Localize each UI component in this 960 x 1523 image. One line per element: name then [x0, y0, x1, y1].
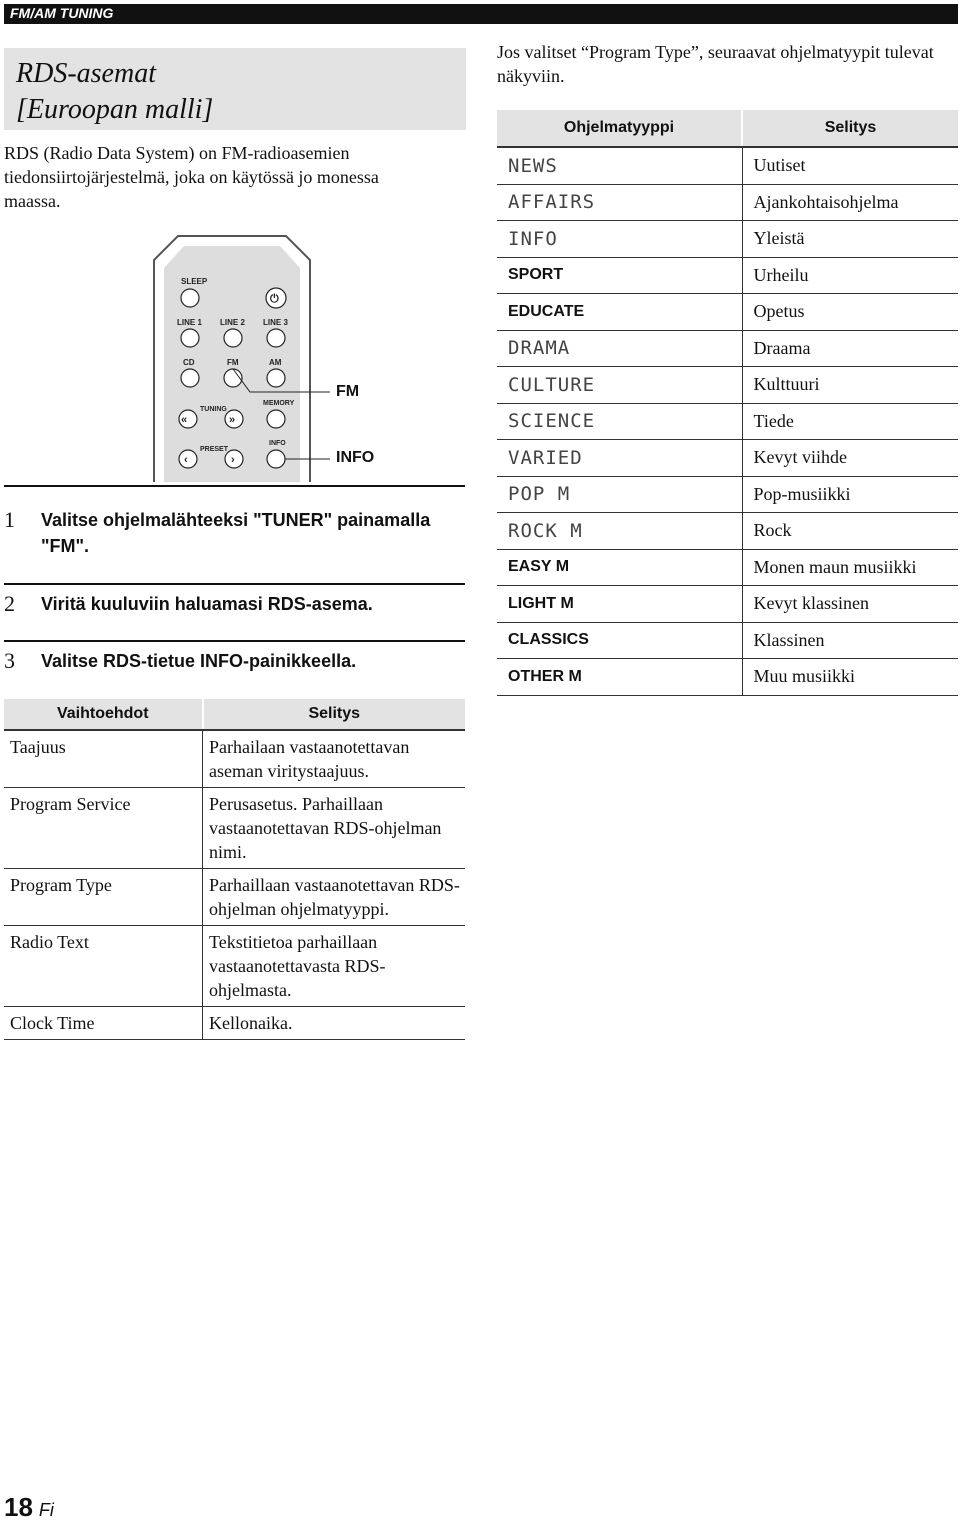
program-type-code: EDUCATE: [508, 302, 585, 320]
options-header-desc: Selitys: [203, 699, 466, 730]
section-header: [4, 4, 958, 24]
program-type-code: CLASSICS: [508, 631, 589, 649]
program-type-code-cell: [497, 440, 742, 477]
program-type-code: SCIENCE: [508, 410, 596, 433]
program-type-row: [497, 221, 958, 258]
program-type-code-cell: [497, 622, 742, 659]
options-row: [4, 788, 465, 869]
info-callout: INFO: [336, 449, 375, 466]
program-type-description: Yleistä: [742, 221, 958, 258]
remote-label-line1: LINE 1: [177, 318, 202, 327]
program-type-description: Klassinen: [742, 622, 958, 659]
option-description: Kellonaika.: [203, 1007, 466, 1040]
program-type-table: [497, 110, 958, 696]
program-type-code-cell: [497, 513, 742, 550]
chevron-right-icon: ›: [231, 454, 235, 466]
option-name: Clock Time: [4, 1007, 203, 1040]
cd-button: [181, 369, 199, 387]
program-type-code: DRAMA: [508, 337, 571, 360]
double-chevron-left-icon: «: [181, 414, 188, 426]
program-type-description: Uutiset: [742, 147, 958, 184]
step-1: [4, 507, 464, 559]
remote-label-line2: LINE 2: [220, 318, 245, 327]
step-divider: [4, 583, 465, 585]
line2-button: [224, 329, 242, 347]
program-type-code-cell: [497, 367, 742, 404]
page-title-line2: [Euroopan malli]: [16, 94, 214, 125]
program-type-row: [497, 440, 958, 477]
step-divider: [4, 640, 465, 642]
step-2: [4, 591, 464, 617]
options-table: [4, 699, 465, 1040]
am-button: [267, 369, 285, 387]
step-divider: [4, 485, 465, 487]
option-description: Parhailaan vastaanotettavan aseman viritystaajuus.: [203, 730, 466, 788]
fm-callout: FM: [336, 383, 360, 400]
program-type-row: [497, 549, 958, 586]
program-type-code-cell: [497, 659, 742, 696]
step-number: 1: [4, 507, 15, 532]
program-type-description: Monen maun musiikki: [742, 549, 958, 586]
language-code: Fi: [38, 1500, 54, 1520]
program-type-code-cell: [497, 184, 742, 221]
options-row: [4, 926, 465, 1007]
program-type-intro: Jos valitset “Program Type”, seuraavat ohjelmatyypit tulevat näkyviin.: [497, 42, 934, 86]
program-type-code-cell: [497, 257, 742, 294]
program-type-description: Rock: [742, 513, 958, 550]
program-type-code-cell: [497, 403, 742, 440]
program-type-row: [497, 257, 958, 294]
program-type-description: Kevyt klassinen: [742, 586, 958, 623]
info-button: [267, 450, 285, 468]
program-type-code: OTHER M: [508, 667, 582, 685]
program-type-code: CULTURE: [508, 373, 596, 396]
program-type-code-cell: [497, 586, 742, 623]
program-type-description: Kulttuuri: [742, 367, 958, 404]
program-type-row: [497, 622, 958, 659]
option-name: Program Type: [4, 869, 203, 926]
program-type-code-cell: [497, 476, 742, 513]
preset-down-button: [179, 450, 197, 468]
option-description: Tekstitietoa parhaillaan vastaanotettavasta RDS-ohjelmasta.: [203, 926, 466, 1007]
remote-label-tuning: TUNING: [200, 406, 227, 413]
program-type-code-cell: [497, 330, 742, 367]
options-row: [4, 730, 465, 788]
program-type-code: INFO: [508, 227, 558, 250]
program-type-row: [497, 367, 958, 404]
program-type-description: Draama: [742, 330, 958, 367]
step-text: Valitse RDS-tietue INFO-painikkeella.: [41, 651, 357, 671]
program-type-code: ROCK M: [508, 519, 583, 542]
program-type-row: [497, 184, 958, 221]
program-type-row: [497, 586, 958, 623]
program-type-row: [497, 476, 958, 513]
program-type-row: [497, 147, 958, 184]
program-type-description: Muu musiikki: [742, 659, 958, 696]
option-name: Program Service: [4, 788, 203, 869]
program-type-code: AFFAIRS: [508, 191, 596, 214]
step-text: Valitse ohjelmalähteeksi "TUNER" painamalla "FM".: [41, 510, 431, 556]
line3-button: [267, 329, 285, 347]
program-header-type: Ohjelmatyyppi: [497, 110, 742, 147]
program-type-code: VARIED: [508, 446, 583, 469]
remote-control-illustration: [150, 232, 390, 484]
step-number: 3: [4, 648, 15, 673]
program-type-description: Urheilu: [742, 257, 958, 294]
step-3: [4, 648, 464, 674]
program-type-row: [497, 330, 958, 367]
options-row: [4, 1007, 465, 1040]
remote-label-fm: FM: [227, 358, 239, 367]
intro-paragraph: RDS (Radio Data System) on FM-radioasemien tiedonsiirtojärjestelmä, joka on käytössä jo monessa maassa.: [4, 143, 379, 211]
program-type-code: EASY M: [508, 558, 570, 576]
program-type-description: Tiede: [742, 403, 958, 440]
sleep-button: [181, 289, 199, 307]
line1-button: [181, 329, 199, 347]
step-text: Viritä kuuluviin haluamasi RDS-asema.: [41, 594, 373, 614]
program-type-code-cell: [497, 147, 742, 184]
page-title: [16, 56, 213, 128]
program-type-code: NEWS: [508, 154, 558, 177]
remote-label-sleep: SLEEP: [181, 277, 208, 286]
program-type-description: Kevyt viihde: [742, 440, 958, 477]
remote-label-memory: MEMORY: [263, 400, 295, 407]
program-type-code-cell: [497, 221, 742, 258]
remote-label-cd: CD: [183, 358, 195, 367]
program-header-desc: Selitys: [742, 110, 958, 147]
program-type-row: [497, 513, 958, 550]
remote-label-info: INFO: [269, 440, 286, 447]
remote-label-am: AM: [269, 358, 282, 367]
options-row: [4, 869, 465, 926]
chevron-left-icon: ‹: [184, 454, 188, 466]
page-number: 18: [4, 1492, 33, 1522]
step-number: 2: [4, 591, 15, 616]
program-type-code-cell: [497, 549, 742, 586]
page-title-box: [4, 48, 466, 130]
options-header-option: Vaihtoehdot: [4, 699, 203, 730]
option-description: Parhaillaan vastaanotettavan RDS-ohjelman ohjelmatyyppi.: [203, 869, 466, 926]
program-type-code: LIGHT M: [508, 594, 574, 612]
program-type-row: [497, 659, 958, 696]
option-name: Radio Text: [4, 926, 203, 1007]
page-title-line1: RDS-asemat: [16, 58, 156, 89]
double-chevron-right-icon: »: [229, 414, 236, 426]
power-icon: ⏻: [270, 293, 279, 305]
program-type-description: Ajankohtaisohjelma: [742, 184, 958, 221]
remote-label-line3: LINE 3: [263, 318, 288, 327]
section-title: FM/AM TUNING: [10, 5, 114, 21]
remote-label-preset: PRESET: [200, 446, 229, 453]
program-type-code: POP M: [508, 483, 571, 506]
page-footer: [4, 1492, 54, 1523]
program-type-row: [497, 294, 958, 331]
program-type-row: [497, 403, 958, 440]
program-type-code: SPORT: [508, 266, 564, 284]
option-name: Taajuus: [4, 730, 203, 788]
program-type-description: Opetus: [742, 294, 958, 331]
program-type-code-cell: [497, 294, 742, 331]
memory-button: [267, 410, 285, 428]
program-type-description: Pop-musiikki: [742, 476, 958, 513]
option-description: Perusasetus. Parhaillaan vastaanotettavan RDS-ohjelman nimi.: [203, 788, 466, 869]
